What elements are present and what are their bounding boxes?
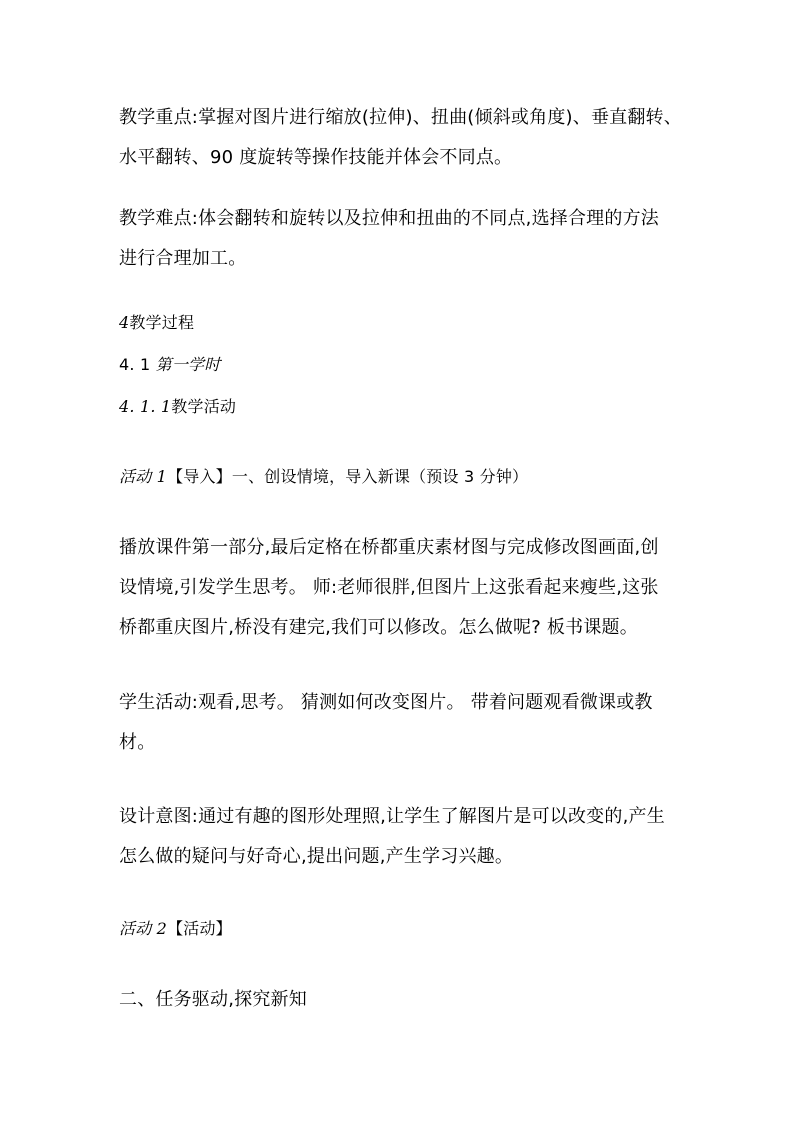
paragraph-2-line-1: 学生活动:观看,思考。 猜测如何改变图片。 带着问题观看微课或教 bbox=[119, 692, 653, 713]
paragraph-2-line-2: 材。 bbox=[119, 732, 156, 753]
paragraph-1-line-3: 桥都重庆图片,桥没有建完,我们可以修改。怎么做呢? 板书课题。 bbox=[119, 617, 638, 638]
paragraph-3-line-1: 设计意图:通过有趣的图形处理照,让学生了解图片是可以改变的,产生 bbox=[119, 806, 665, 827]
section-4-heading bbox=[119, 311, 194, 335]
section-4-1-1-number: 4. 1. 1 bbox=[119, 397, 172, 416]
paragraph-3-line-2: 怎么做的疑问与好奇心,提出问题,产生学习兴趣。 bbox=[119, 846, 514, 867]
activity-1-title: 一、创设情境，导入新课（预设 3 分钟） bbox=[231, 467, 529, 486]
paragraph-1-line-2: 设情境,引发学生思考。 师:老师很胖,但图片上这张看起来瘦些,这张 bbox=[119, 577, 659, 598]
section-4-1-1-heading bbox=[119, 395, 236, 419]
teaching-focus-line-1: 教学重点:掌握对图片进行缩放(拉伸)、扭曲(倾斜或角度)、垂直翻转、 bbox=[119, 107, 682, 128]
teaching-difficulty-line-1: 教学难点:体会翻转和旋转以及拉伸和扭曲的不同点,选择合理的方法 bbox=[119, 208, 659, 229]
activity-2-heading bbox=[119, 917, 232, 941]
paragraph-1-line-1: 播放课件第一部分,最后定格在桥都重庆素材图与完成修改图画面,创 bbox=[119, 537, 659, 558]
section-2-heading: 二、任务驱动,探究新知 bbox=[119, 989, 307, 1010]
section-4-1-number: 4. 1 bbox=[119, 355, 151, 374]
section-4-1-heading bbox=[119, 353, 220, 377]
teaching-focus-line-2: 水平翻转、90 度旋转等操作技能并体会不同点。 bbox=[119, 147, 513, 168]
activity-1-tag: 【导入】 bbox=[167, 467, 232, 486]
teaching-difficulty-line-2: 进行合理加工。 bbox=[119, 248, 247, 269]
section-4-1-title: 第一学时 bbox=[155, 355, 221, 374]
section-4-1-1-title: 教学活动 bbox=[171, 397, 237, 416]
activity-1-heading bbox=[119, 465, 528, 489]
activity-1-label: 活动 1 bbox=[119, 467, 168, 486]
activity-2-tag: 【活动】 bbox=[167, 919, 232, 938]
section-4-number: 4 bbox=[119, 313, 130, 332]
activity-2-label: 活动 2 bbox=[119, 919, 168, 938]
section-4-title: 教学过程 bbox=[129, 313, 195, 332]
